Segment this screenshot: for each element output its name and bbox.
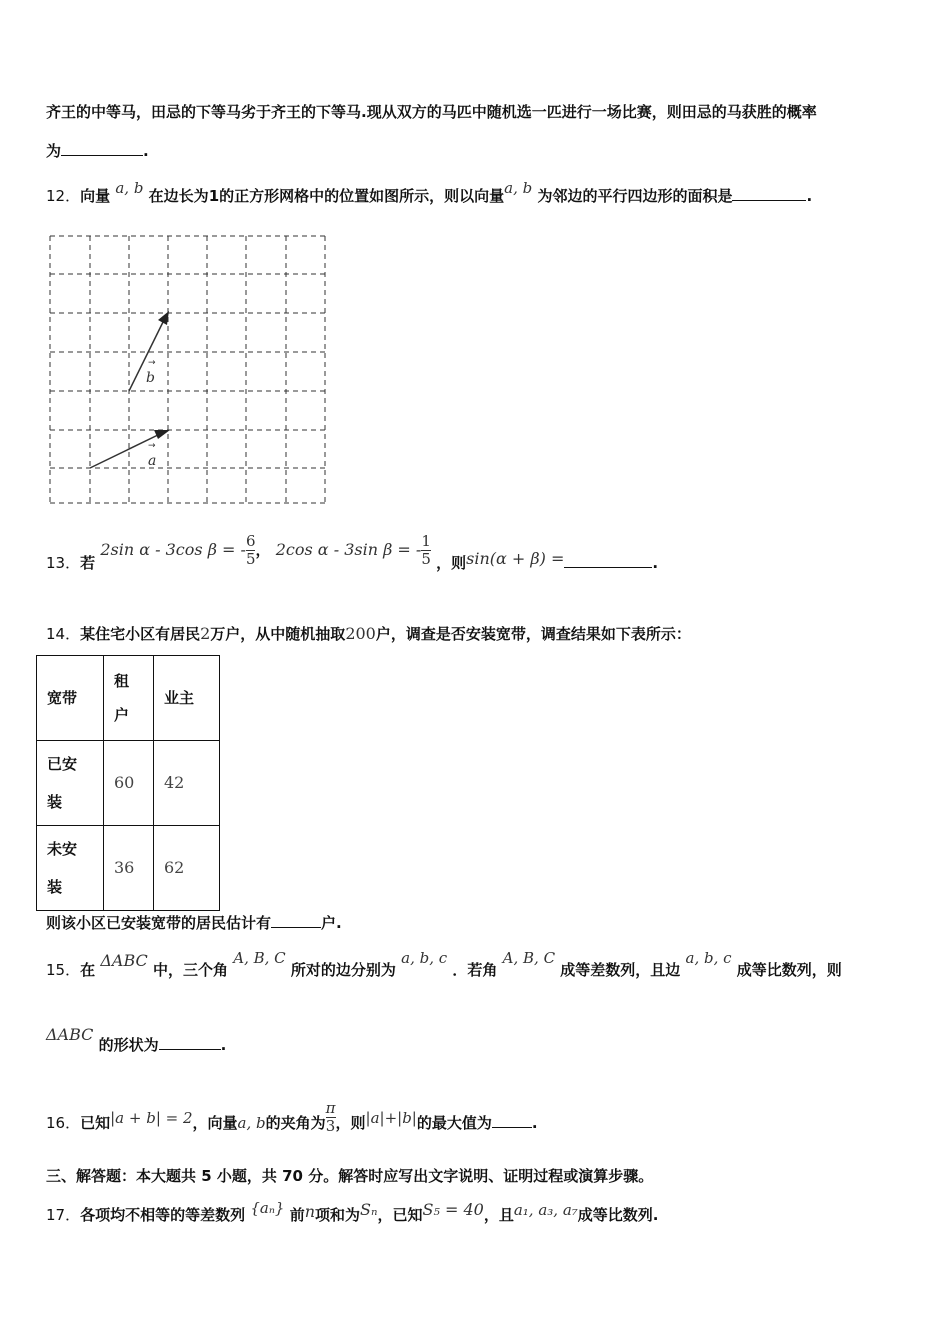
q17-text: 前: [289, 1206, 305, 1224]
q14-text: 户，调查是否安装宽带，调查结果如下表所示：: [375, 625, 691, 643]
q12-stem: [46, 179, 813, 206]
q14-stem: [46, 624, 691, 644]
q16-answer-blank[interactable]: [492, 1113, 532, 1128]
q17-sn: Sₙ: [360, 1200, 378, 1219]
q15-text: 在: [80, 961, 96, 979]
table-cell: 62: [154, 826, 220, 911]
q16-text: ，则: [335, 1114, 366, 1132]
q14-after: [46, 913, 342, 933]
q15-number: 15．: [46, 961, 81, 979]
q12-vars-2: a, b: [504, 179, 533, 197]
table-row: [37, 741, 220, 826]
q16-number: 16．: [46, 1114, 81, 1132]
q12-one: 1: [208, 187, 220, 205]
q12-answer-blank[interactable]: [732, 186, 806, 201]
q13-text: 若: [80, 554, 96, 572]
q13-end: .: [652, 554, 659, 572]
q14-number: 14．: [46, 625, 81, 643]
q17-text: 各项均不相等的等差数列: [80, 1206, 246, 1224]
table-header: 业主: [154, 656, 220, 741]
table-cell: 42: [154, 741, 220, 826]
table-header: 租 户: [104, 656, 154, 741]
q17-text: ，已知: [377, 1206, 423, 1224]
q15-text: ．若角: [452, 961, 498, 979]
q17-number: 17．: [46, 1206, 81, 1224]
q12-number: 12．: [46, 187, 81, 205]
q13-answer-blank[interactable]: [564, 553, 652, 568]
q17-text: 成等比数列.: [577, 1206, 659, 1224]
q17-s5: S₅ = 40: [422, 1200, 484, 1219]
broadband-table: [36, 655, 220, 911]
q16-text: 的最大值为: [416, 1114, 492, 1132]
q16-expr: |a + b| = 2: [110, 1109, 193, 1127]
q16-text: 已知: [80, 1114, 111, 1132]
vector-a: [90, 430, 170, 468]
q12-text: 向量: [80, 187, 111, 205]
q15-triangle-2: ΔABC: [46, 1025, 94, 1044]
q15-line2: [46, 1025, 227, 1055]
q16-text: ，向量: [192, 1114, 238, 1132]
q15-text: 成等比数列，则: [736, 961, 842, 979]
q13-frac-1: $\frac{6}{5}$: [245, 532, 256, 568]
q15-triangle: ΔABC: [100, 951, 148, 970]
q15-stem: [46, 949, 842, 980]
q13-text: ，则: [436, 554, 467, 572]
q16-text: 的夹角为: [265, 1114, 326, 1132]
vector-a-arrow: →: [148, 441, 156, 451]
q13-stem: [46, 532, 659, 586]
table-header: 宽带: [37, 656, 104, 741]
q13-expr-3: sin(α + β) =: [466, 549, 565, 568]
table-cell: 36: [104, 826, 154, 911]
table-row: [37, 826, 220, 911]
q12-text: 的正方形网格中的位置如图所示，则以向量: [219, 187, 505, 205]
q15-end: .: [220, 1036, 227, 1054]
q14-text: 某住宅小区有居民: [80, 625, 201, 643]
vector-grid-figure: [48, 234, 328, 506]
q15-sides: a, b, c: [401, 949, 448, 967]
q17-stem: [46, 1199, 659, 1225]
q13-frac-2: $\frac{1}{5}$: [421, 532, 431, 568]
vector-b-label: b: [146, 370, 155, 386]
q14-answer-blank[interactable]: [271, 913, 321, 928]
q17-text: 项和为: [315, 1206, 361, 1224]
q16-vars: a, b: [237, 1114, 266, 1132]
q13-expr-2: 2cos α - 3sin β = -: [275, 540, 422, 559]
table-cell: 60: [104, 741, 154, 826]
q17-sequence: {aₙ}: [250, 1199, 285, 1217]
q17-terms: a₁, a₃, a₇: [513, 1201, 578, 1219]
q14-text: 户.: [321, 914, 342, 932]
q17-n: n: [304, 1202, 316, 1221]
q11-line2: [46, 141, 149, 161]
q12-end: .: [806, 187, 813, 205]
q15-text: 所对的边分别为: [290, 961, 396, 979]
q15-text: 成等差数列，且边: [560, 961, 681, 979]
q14-n2: 200: [345, 624, 376, 643]
q11-prefix: 为: [46, 142, 62, 160]
q13-comma: ，: [255, 541, 271, 559]
q13-expr-1: 2sin α - 3cos β = -: [100, 540, 246, 559]
q12-text: 在边长为: [148, 187, 209, 205]
table-cell: 已安 装: [37, 741, 104, 826]
section-3-heading: 三、解答题：本大题共 5 小题，共 70 分。解答时应写出文字说明、证明过程或演算步骤。: [46, 1167, 654, 1185]
q16-end: .: [531, 1114, 538, 1132]
q14-n1: 2: [200, 624, 211, 643]
table-row: [37, 656, 220, 741]
q14-text: 万户，从中随机抽取: [210, 625, 346, 643]
q16-pi-over-3: $\frac{\pi}{3}$: [325, 1099, 336, 1135]
q15-angles: A, B, C: [233, 949, 286, 967]
q13-number: 13．: [46, 554, 81, 572]
q11-end: .: [143, 142, 149, 160]
q16-stem: [46, 1099, 538, 1141]
q12-text: 为邻边的平行四边形的面积是: [537, 187, 733, 205]
q14-text: 则该小区已安装宽带的居民估计有: [46, 914, 272, 932]
q11-line1: 齐王的中等马，田忌的下等马劣于齐王的下等马.现从双方的马匹中随机选一匹进行一场比赛，则田忌的马获胜的概率: [46, 103, 817, 121]
vector-a-label: a: [148, 453, 157, 469]
q11-answer-blank[interactable]: [61, 141, 143, 156]
table-cell: 未安 装: [37, 826, 104, 911]
q16-expr-2: |a|+|b|: [365, 1109, 417, 1127]
q15-answer-blank[interactable]: [159, 1035, 221, 1050]
q15-text: 的形状为: [98, 1036, 159, 1054]
q15-angles-2: A, B, C: [502, 949, 556, 967]
q15-sides-2: a, b, c: [685, 949, 732, 967]
q12-vars: a, b: [115, 179, 144, 197]
q15-text: 中，三个角: [152, 961, 228, 979]
vector-b-arrow: →: [148, 358, 156, 368]
q17-text: ，且: [483, 1206, 514, 1224]
